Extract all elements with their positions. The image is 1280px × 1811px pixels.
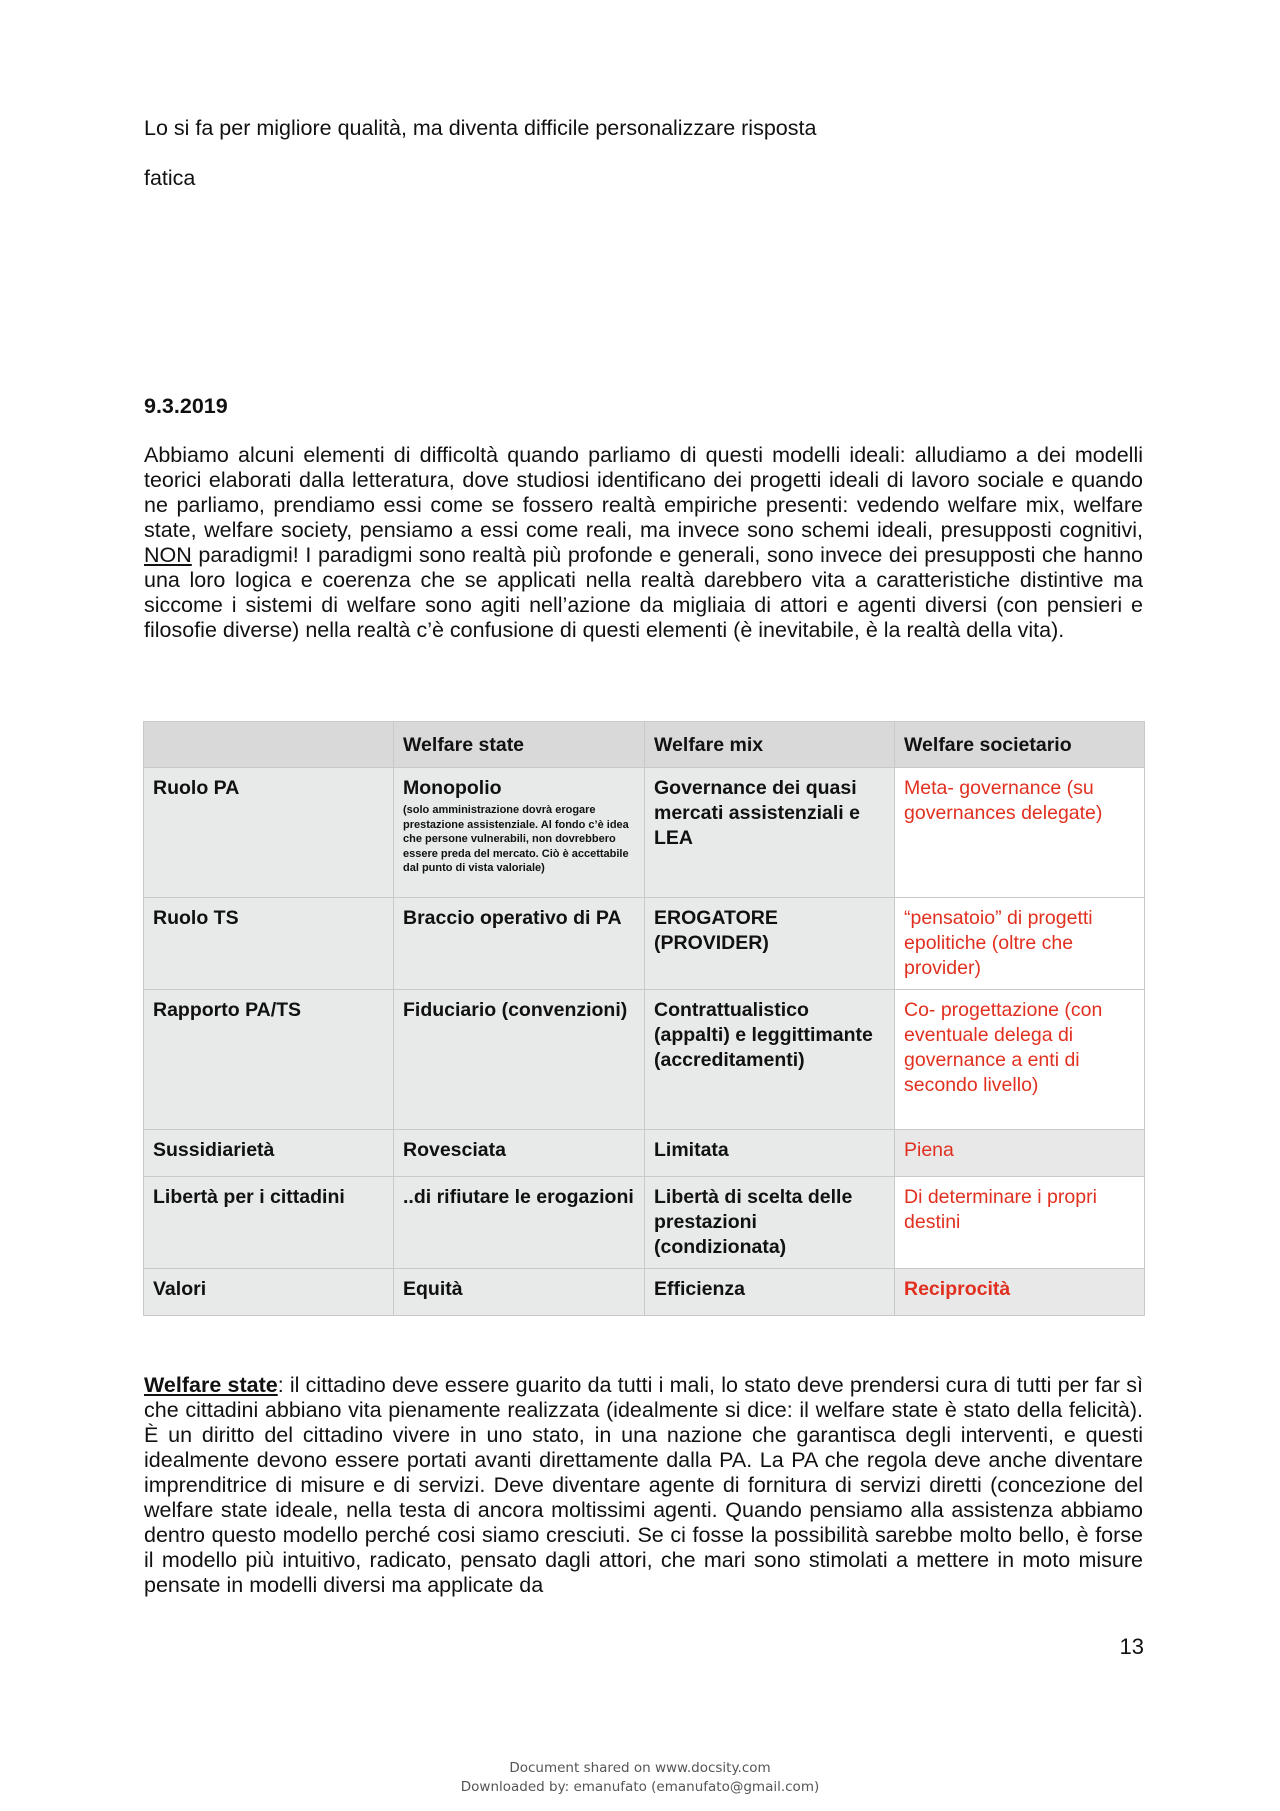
- mix-cell: Limitata: [645, 1130, 895, 1177]
- societario-cell: Meta- governance (su governances delegate): [895, 768, 1145, 898]
- state-cell: Braccio operativo di PA: [394, 898, 645, 990]
- mix-cell: Libertà di scelta delle prestazioni (condizionata): [645, 1177, 895, 1269]
- state-value: Monopolio: [403, 777, 502, 799]
- state-cell: Equità: [394, 1269, 645, 1316]
- header-cell: Welfare mix: [645, 722, 895, 768]
- table-header-row: [144, 722, 1145, 768]
- footer-shared-line: Document shared on www.docsity.com: [509, 1760, 771, 1776]
- state-cell: Rovesciata: [394, 1130, 645, 1177]
- row-label: Libertà per i cittadini: [144, 1177, 394, 1269]
- mix-cell: Governance dei quasi mercati assistenziali e LEA: [645, 768, 895, 898]
- table-row: [144, 898, 1145, 990]
- state-cell: [394, 768, 645, 898]
- societario-cell: Di determinare i propri destini: [895, 1177, 1145, 1269]
- date-heading: 9.3.2019: [144, 394, 228, 418]
- mix-cell: Contrattualistico (appalti) e leggittimante (accreditamenti): [645, 990, 895, 1130]
- text-line: fatica: [144, 166, 196, 190]
- welfare-models-table: [143, 721, 1145, 1316]
- row-label: Ruolo PA: [144, 768, 394, 898]
- header-cell: Welfare societario: [895, 722, 1145, 768]
- page-number: 13: [1119, 1634, 1144, 1659]
- state-cell: Fiduciario (convenzioni): [394, 990, 645, 1130]
- row-label: Rapporto PA/TS: [144, 990, 394, 1130]
- intro-text-part1: Abbiamo alcuni elementi di difficoltà quando parliamo di questi modelli ideali: alludiamo a dei modelli teorici elaborati dalla letteratura, dove studiosi identificano dei progetti ideali di lavoro sociale e quando ne parliamo, prendiamo essi come se fossero realtà empiriche presenti: vedendo welfare mix, welfare state, welfare society, pensiamo a essi come reali, ma invece sono schemi ideali, presupposti cognitivi,: [144, 443, 1143, 542]
- table-row: [144, 768, 1145, 898]
- welfare-state-paragraph: [144, 1373, 1143, 1598]
- societario-cell: Piena: [895, 1130, 1145, 1177]
- header-cell: Welfare state: [394, 722, 645, 768]
- mix-cell: Efficienza: [645, 1269, 895, 1316]
- header-cell: [144, 722, 394, 768]
- row-label: Ruolo TS: [144, 898, 394, 990]
- intro-paragraph: [144, 443, 1143, 643]
- table-row: [144, 1269, 1145, 1316]
- intro-text-part2: paradigmi! I paradigmi sono realtà più profonde e generali, sono invece dei presupposti che hanno una loro logica e coerenza che se applicati nella realtà darebbero vita a caratteristiche distintive ma siccome i sistemi di welfare sono agiti nell’azione da migliaia di attori e agenti diversi (con pensieri e filosofie diverse) nella realtà c’è confusione di questi elementi (è inevitabile, è la realtà della vita).: [144, 543, 1143, 642]
- societario-cell: Reciprocità: [895, 1269, 1145, 1316]
- table-row: [144, 1177, 1145, 1269]
- mix-cell: EROGATORE (PROVIDER): [645, 898, 895, 990]
- table-row: [144, 1130, 1145, 1177]
- state-note: (solo amministrazione dovrà erogare prestazione assistenziale. Al fondo c’è idea che persone vulnerabili, non dovrebbero essere preda del mercato. Ciò è accettabile dal punto di vista valoriale): [403, 804, 629, 874]
- term-welfare-state: Welfare state: [144, 1373, 278, 1397]
- state-cell: ..di rifiutare le erogazioni: [394, 1177, 645, 1269]
- societario-cell: “pensatoio” di progetti epolitiche (oltre che provider): [895, 898, 1145, 990]
- emphasis-non: NON: [144, 543, 192, 567]
- text-line: Lo si fa per migliore qualità, ma diventa difficile personalizzare risposta: [144, 116, 817, 140]
- table-row: [144, 990, 1145, 1130]
- row-label: Sussidiarietà: [144, 1130, 394, 1177]
- paragraph-text: : il cittadino deve essere guarito da tutti i mali, lo stato deve prendersi cura di tutti per far sì che cittadini abbiano vita pienamente realizzata (idealmente si dice: il welfare state è stato della felicità). È un diritto del cittadino vivere in uno stato, in una nazione che garantisca degli interventi, e questi idealmente devono essere portati avanti direttamente dalla PA. La PA che regola deve anche diventare imprenditrice di misure e di servizi. Deve diventare agente di fornitura di servizi diretti (concezione del welfare state ideale, nella testa di ancora moltissimi agenti. Quando pensiamo alla assistenza abbiamo dentro questo modello perché cosi siamo cresciuti. Se ci fosse la possibilità sarebbe molto bello, è forse il modello più intuitivo, radicato, pensato dagli attori, che mari sono stimolati a mettere in moto misure pensate in modelli diversi ma applicate da: [144, 1373, 1143, 1597]
- row-label: Valori: [144, 1269, 394, 1316]
- societario-cell: Co- progettazione (con eventuale delega di governance a enti di secondo livello): [895, 990, 1145, 1130]
- footer-downloaded-line: Downloaded by: emanufato (emanufato@gmail.com): [460, 1779, 820, 1795]
